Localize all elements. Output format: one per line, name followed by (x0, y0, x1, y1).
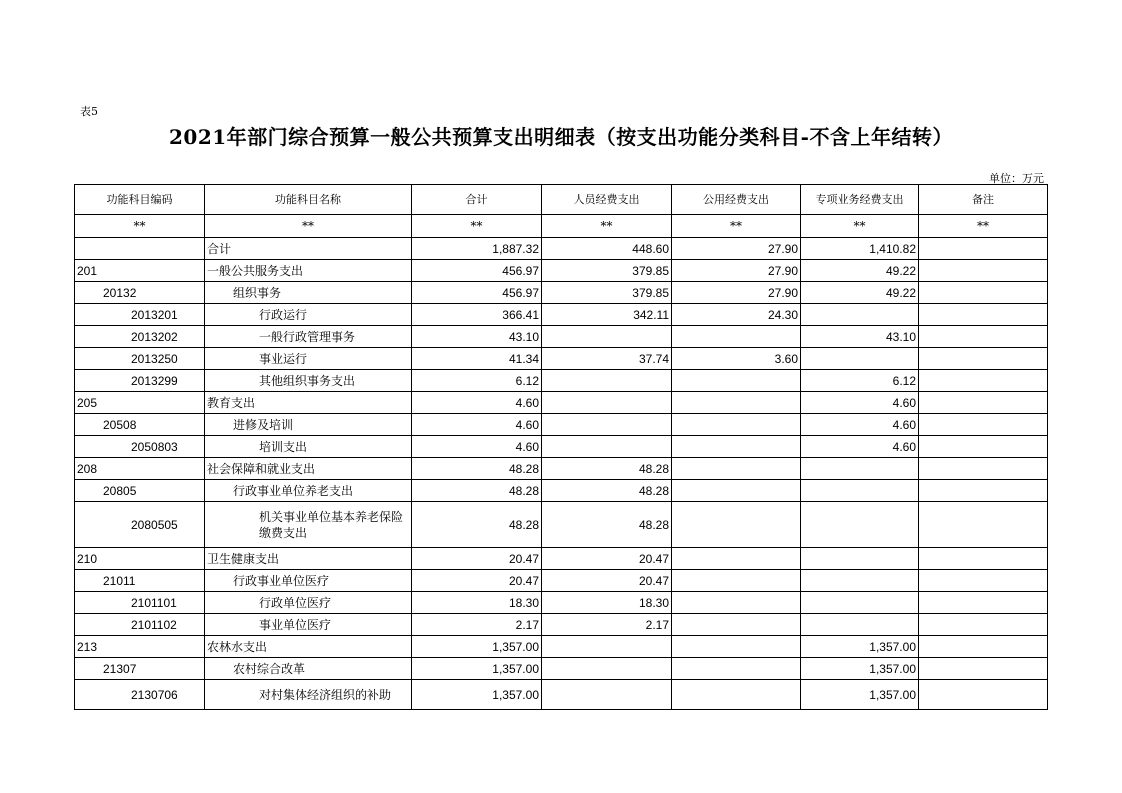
public-cell: 27.90 (672, 282, 801, 304)
name-cell: 农村综合改革 (205, 658, 412, 680)
personnel-cell (542, 392, 672, 414)
col-header-personnel: 人员经费支出 (542, 185, 672, 215)
total-cell: 43.10 (412, 326, 542, 348)
public-cell: 27.90 (672, 260, 801, 282)
name-cell: 社会保障和就业支出 (205, 458, 412, 480)
note-cell (919, 658, 1048, 680)
special-cell: 4.60 (801, 436, 919, 458)
table-row (75, 502, 1048, 548)
placeholder-cell: ** (542, 215, 672, 238)
table-row (75, 614, 1048, 636)
public-cell (672, 326, 801, 348)
special-cell: 49.22 (801, 260, 919, 282)
public-cell (672, 436, 801, 458)
note-cell (919, 570, 1048, 592)
name-cell: 行政事业单位医疗 (205, 570, 412, 592)
col-header-total: 合计 (412, 185, 542, 215)
table-row (75, 636, 1048, 658)
table-row (75, 658, 1048, 680)
special-cell: 1,357.00 (801, 680, 919, 710)
special-cell: 4.60 (801, 414, 919, 436)
public-cell (672, 658, 801, 680)
placeholder-cell: ** (919, 215, 1048, 238)
special-cell (801, 480, 919, 502)
public-cell: 24.30 (672, 304, 801, 326)
total-cell: 18.30 (412, 592, 542, 614)
total-cell: 48.28 (412, 502, 542, 548)
table-row (75, 436, 1048, 458)
code-cell: 21307 (75, 658, 205, 680)
note-cell (919, 326, 1048, 348)
table-row (75, 680, 1048, 710)
placeholder-cell: ** (412, 215, 542, 238)
table-row (75, 392, 1048, 414)
code-cell: 2130706 (75, 680, 205, 710)
total-cell: 48.28 (412, 458, 542, 480)
note-cell (919, 282, 1048, 304)
code-cell: 2101101 (75, 592, 205, 614)
code-cell: 2101102 (75, 614, 205, 636)
personnel-cell (542, 414, 672, 436)
total-cell: 456.97 (412, 282, 542, 304)
personnel-cell (542, 680, 672, 710)
table-row (75, 414, 1048, 436)
name-cell: 教育支出 (205, 392, 412, 414)
table-row (75, 282, 1048, 304)
total-cell: 1,357.00 (412, 680, 542, 710)
placeholder-cell: ** (75, 215, 205, 238)
name-cell: 行政单位医疗 (205, 592, 412, 614)
note-cell (919, 304, 1048, 326)
note-cell (919, 548, 1048, 570)
name-cell: 机关事业单位基本养老保险缴费支出 (205, 502, 412, 548)
note-cell (919, 680, 1048, 710)
special-cell (801, 304, 919, 326)
table-label: 表5 (80, 105, 98, 118)
total-cell: 20.47 (412, 548, 542, 570)
note-cell (919, 592, 1048, 614)
name-cell: 农林水支出 (205, 636, 412, 658)
table-body (75, 238, 1048, 710)
total-cell: 456.97 (412, 260, 542, 282)
public-cell (672, 548, 801, 570)
special-cell: 1,410.82 (801, 238, 919, 260)
table-row (75, 458, 1048, 480)
note-cell (919, 458, 1048, 480)
public-cell (672, 592, 801, 614)
code-cell: 2050803 (75, 436, 205, 458)
public-cell (672, 636, 801, 658)
special-cell (801, 348, 919, 370)
special-cell: 1,357.00 (801, 636, 919, 658)
col-header-code: 功能科目编码 (75, 185, 205, 215)
special-cell: 6.12 (801, 370, 919, 392)
note-cell (919, 636, 1048, 658)
col-header-name: 功能科目名称 (205, 185, 412, 215)
note-cell (919, 414, 1048, 436)
public-cell (672, 570, 801, 592)
placeholder-cell: ** (205, 215, 412, 238)
note-cell (919, 436, 1048, 458)
personnel-cell: 379.85 (542, 282, 672, 304)
public-cell: 27.90 (672, 238, 801, 260)
code-cell: 201 (75, 260, 205, 282)
total-cell: 2.17 (412, 614, 542, 636)
personnel-cell: 448.60 (542, 238, 672, 260)
personnel-cell (542, 636, 672, 658)
col-header-special: 专项业务经费支出 (801, 185, 919, 215)
placeholder-row (75, 215, 1048, 238)
personnel-cell: 48.28 (542, 458, 672, 480)
col-header-public: 公用经费支出 (672, 185, 801, 215)
public-cell (672, 614, 801, 636)
special-cell (801, 570, 919, 592)
public-cell (672, 414, 801, 436)
name-cell: 对村集体经济组织的补助 (205, 680, 412, 710)
total-cell: 6.12 (412, 370, 542, 392)
public-cell (672, 480, 801, 502)
note-cell (919, 348, 1048, 370)
table-row (75, 304, 1048, 326)
note-cell (919, 480, 1048, 502)
name-cell: 事业单位医疗 (205, 614, 412, 636)
special-cell (801, 614, 919, 636)
personnel-cell: 342.11 (542, 304, 672, 326)
personnel-cell (542, 436, 672, 458)
note-cell (919, 370, 1048, 392)
public-cell (672, 370, 801, 392)
name-cell: 卫生健康支出 (205, 548, 412, 570)
name-cell: 合计 (205, 238, 412, 260)
code-cell: 2013250 (75, 348, 205, 370)
code-cell: 205 (75, 392, 205, 414)
special-cell (801, 502, 919, 548)
total-cell: 4.60 (412, 414, 542, 436)
name-cell: 进修及培训 (205, 414, 412, 436)
header-row (75, 185, 1048, 215)
total-cell: 366.41 (412, 304, 542, 326)
special-cell: 1,357.00 (801, 658, 919, 680)
table-row (75, 370, 1048, 392)
code-cell: 2013299 (75, 370, 205, 392)
personnel-cell: 20.47 (542, 570, 672, 592)
total-cell: 4.60 (412, 392, 542, 414)
name-cell: 组织事务 (205, 282, 412, 304)
personnel-cell (542, 370, 672, 392)
special-cell (801, 548, 919, 570)
table-row (75, 570, 1048, 592)
name-cell: 行政运行 (205, 304, 412, 326)
personnel-cell: 48.28 (542, 502, 672, 548)
name-cell: 一般公共服务支出 (205, 260, 412, 282)
note-cell (919, 238, 1048, 260)
special-cell: 43.10 (801, 326, 919, 348)
special-cell (801, 458, 919, 480)
total-cell: 20.47 (412, 570, 542, 592)
name-cell: 培训支出 (205, 436, 412, 458)
total-cell: 41.34 (412, 348, 542, 370)
total-cell: 1,357.00 (412, 636, 542, 658)
note-cell (919, 502, 1048, 548)
special-cell (801, 592, 919, 614)
public-cell (672, 680, 801, 710)
code-cell: 20805 (75, 480, 205, 502)
name-cell: 其他组织事务支出 (205, 370, 412, 392)
name-cell: 一般行政管理事务 (205, 326, 412, 348)
total-cell: 1,887.32 (412, 238, 542, 260)
public-cell: 3.60 (672, 348, 801, 370)
code-cell: 2080505 (75, 502, 205, 548)
code-cell (75, 238, 205, 260)
code-cell: 2013202 (75, 326, 205, 348)
personnel-cell: 379.85 (542, 260, 672, 282)
table-row (75, 260, 1048, 282)
note-cell (919, 614, 1048, 636)
special-cell: 4.60 (801, 392, 919, 414)
public-cell (672, 502, 801, 548)
code-cell: 20508 (75, 414, 205, 436)
code-cell: 210 (75, 548, 205, 570)
total-cell: 48.28 (412, 480, 542, 502)
page-title: 2021年部门综合预算一般公共预算支出明细表（按支出功能分类科目-不含上年结转） (169, 125, 953, 149)
personnel-cell: 48.28 (542, 480, 672, 502)
code-cell: 213 (75, 636, 205, 658)
name-cell: 事业运行 (205, 348, 412, 370)
unit-label: 单位：万元 (989, 172, 1044, 185)
special-cell: 49.22 (801, 282, 919, 304)
total-cell: 1,357.00 (412, 658, 542, 680)
placeholder-cell: ** (672, 215, 801, 238)
table-row (75, 592, 1048, 614)
table-row (75, 548, 1048, 570)
budget-table (74, 184, 1048, 710)
table-row (75, 238, 1048, 260)
total-cell: 4.60 (412, 436, 542, 458)
personnel-cell: 20.47 (542, 548, 672, 570)
personnel-cell: 37.74 (542, 348, 672, 370)
table-row (75, 480, 1048, 502)
code-cell: 20132 (75, 282, 205, 304)
personnel-cell (542, 658, 672, 680)
code-cell: 21011 (75, 570, 205, 592)
personnel-cell: 2.17 (542, 614, 672, 636)
col-header-note: 备注 (919, 185, 1048, 215)
name-cell: 行政事业单位养老支出 (205, 480, 412, 502)
note-cell (919, 392, 1048, 414)
note-cell (919, 260, 1048, 282)
personnel-cell (542, 326, 672, 348)
public-cell (672, 392, 801, 414)
table-row (75, 326, 1048, 348)
public-cell (672, 458, 801, 480)
table-row (75, 348, 1048, 370)
code-cell: 208 (75, 458, 205, 480)
personnel-cell: 18.30 (542, 592, 672, 614)
code-cell: 2013201 (75, 304, 205, 326)
placeholder-cell: ** (801, 215, 919, 238)
